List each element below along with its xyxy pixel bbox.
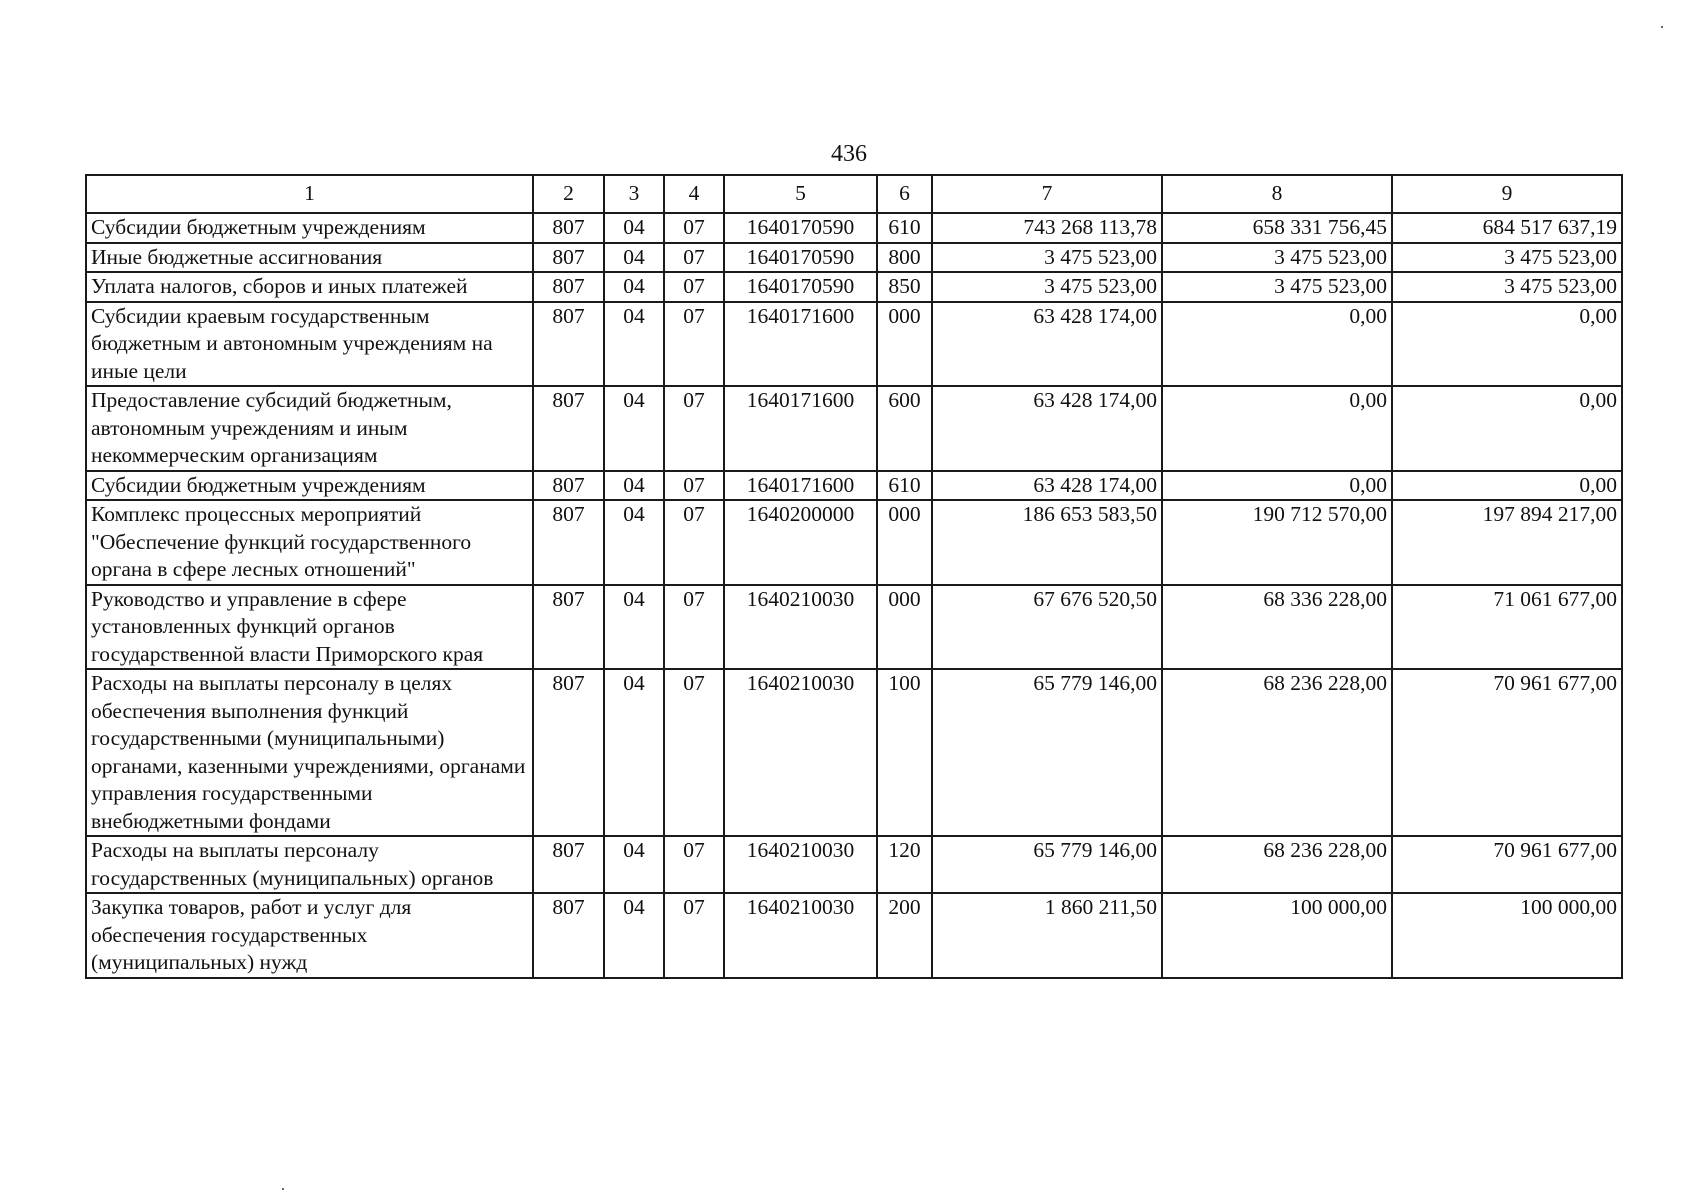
expense-type-cell: 000 (877, 302, 932, 387)
amount-col9-cell: 0,00 (1392, 471, 1622, 501)
amount-col7-cell: 65 779 146,00 (932, 669, 1162, 836)
ministry-code-cell: 807 (533, 585, 604, 670)
expense-name-cell: Субсидии краевым государственным бюджетным и автономным учреждениям на иные цели (86, 302, 533, 387)
scan-speck (282, 1188, 284, 1190)
expense-type-cell: 800 (877, 243, 932, 273)
scan-speck (1661, 26, 1663, 28)
section-code-cell: 04 (604, 669, 664, 836)
expense-type-cell: 600 (877, 386, 932, 471)
amount-col9-cell: 0,00 (1392, 386, 1622, 471)
amount-col9-cell: 71 061 677,00 (1392, 585, 1622, 670)
section-code-cell: 04 (604, 272, 664, 302)
ministry-code-cell: 807 (533, 669, 604, 836)
amount-col9-cell: 70 961 677,00 (1392, 836, 1622, 893)
amount-col9-cell: 0,00 (1392, 302, 1622, 387)
target-article-cell: 1640210030 (724, 669, 877, 836)
expense-name-cell: Расходы на выплаты персоналу в целях обеспечения выполнения функций государственными (муниципальными) органами, казенными учреждениями, органами управления государственными внебюджетными фондами (86, 669, 533, 836)
column-header: 5 (724, 175, 877, 213)
amount-col8-cell: 0,00 (1162, 471, 1392, 501)
amount-col8-cell: 100 000,00 (1162, 893, 1392, 978)
ministry-code-cell: 807 (533, 471, 604, 501)
expense-name-cell: Предоставление субсидий бюджетным, автономным учреждениям и иным некоммерческим организациям (86, 386, 533, 471)
column-header: 7 (932, 175, 1162, 213)
subsection-code-cell: 07 (664, 243, 724, 273)
expense-type-cell: 610 (877, 213, 932, 243)
target-article-cell: 1640171600 (724, 386, 877, 471)
amount-col7-cell: 743 268 113,78 (932, 213, 1162, 243)
subsection-code-cell: 07 (664, 471, 724, 501)
amount-col8-cell: 68 236 228,00 (1162, 669, 1392, 836)
column-header: 2 (533, 175, 604, 213)
amount-col7-cell: 63 428 174,00 (932, 302, 1162, 387)
amount-col9-cell: 70 961 677,00 (1392, 669, 1622, 836)
column-header: 6 (877, 175, 932, 213)
target-article-cell: 1640200000 (724, 500, 877, 585)
budget-table (85, 174, 1623, 979)
subsection-code-cell: 07 (664, 585, 724, 670)
ministry-code-cell: 807 (533, 893, 604, 978)
subsection-code-cell: 07 (664, 386, 724, 471)
section-code-cell: 04 (604, 213, 664, 243)
expense-name-cell: Субсидии бюджетным учреждениям (86, 213, 533, 243)
amount-col7-cell: 65 779 146,00 (932, 836, 1162, 893)
amount-col8-cell: 190 712 570,00 (1162, 500, 1392, 585)
amount-col9-cell: 3 475 523,00 (1392, 243, 1622, 273)
table-row (86, 836, 1622, 893)
section-code-cell: 04 (604, 500, 664, 585)
subsection-code-cell: 07 (664, 836, 724, 893)
amount-col7-cell: 67 676 520,50 (932, 585, 1162, 670)
section-code-cell: 04 (604, 302, 664, 387)
amount-col7-cell: 1 860 211,50 (932, 893, 1162, 978)
amount-col7-cell: 186 653 583,50 (932, 500, 1162, 585)
target-article-cell: 1640171600 (724, 302, 877, 387)
ministry-code-cell: 807 (533, 836, 604, 893)
subsection-code-cell: 07 (664, 893, 724, 978)
amount-col9-cell: 100 000,00 (1392, 893, 1622, 978)
column-header: 1 (86, 175, 533, 213)
ministry-code-cell: 807 (533, 500, 604, 585)
section-code-cell: 04 (604, 893, 664, 978)
subsection-code-cell: 07 (664, 213, 724, 243)
section-code-cell: 04 (604, 386, 664, 471)
table-row (86, 386, 1622, 471)
table-header-row (86, 175, 1622, 213)
expense-name-cell: Закупка товаров, работ и услуг для обеспечения государственных (муниципальных) нужд (86, 893, 533, 978)
amount-col7-cell: 63 428 174,00 (932, 386, 1162, 471)
amount-col7-cell: 3 475 523,00 (932, 243, 1162, 273)
table-row (86, 500, 1622, 585)
section-code-cell: 04 (604, 243, 664, 273)
amount-col8-cell: 658 331 756,45 (1162, 213, 1392, 243)
table-row (86, 243, 1622, 273)
column-header: 8 (1162, 175, 1392, 213)
ministry-code-cell: 807 (533, 272, 604, 302)
expense-name-cell: Уплата налогов, сборов и иных платежей (86, 272, 533, 302)
amount-col9-cell: 684 517 637,19 (1392, 213, 1622, 243)
target-article-cell: 1640170590 (724, 213, 877, 243)
expense-name-cell: Субсидии бюджетным учреждениям (86, 471, 533, 501)
target-article-cell: 1640210030 (724, 893, 877, 978)
expense-type-cell: 850 (877, 272, 932, 302)
amount-col8-cell: 0,00 (1162, 302, 1392, 387)
column-header: 4 (664, 175, 724, 213)
amount-col8-cell: 3 475 523,00 (1162, 272, 1392, 302)
expense-name-cell: Расходы на выплаты персоналу государственных (муниципальных) органов (86, 836, 533, 893)
expense-name-cell: Иные бюджетные ассигнования (86, 243, 533, 273)
table-row (86, 893, 1622, 978)
section-code-cell: 04 (604, 471, 664, 501)
expense-name-cell: Руководство и управление в сфере установленных функций органов государственной власти Приморского края (86, 585, 533, 670)
subsection-code-cell: 07 (664, 500, 724, 585)
column-header: 3 (604, 175, 664, 213)
section-code-cell: 04 (604, 836, 664, 893)
subsection-code-cell: 07 (664, 272, 724, 302)
amount-col7-cell: 63 428 174,00 (932, 471, 1162, 501)
amount-col9-cell: 3 475 523,00 (1392, 272, 1622, 302)
table-row (86, 213, 1622, 243)
expense-type-cell: 610 (877, 471, 932, 501)
amount-col8-cell: 3 475 523,00 (1162, 243, 1392, 273)
column-header: 9 (1392, 175, 1622, 213)
target-article-cell: 1640210030 (724, 836, 877, 893)
amount-col8-cell: 68 336 228,00 (1162, 585, 1392, 670)
expense-type-cell: 000 (877, 500, 932, 585)
section-code-cell: 04 (604, 585, 664, 670)
amount-col7-cell: 3 475 523,00 (932, 272, 1162, 302)
ministry-code-cell: 807 (533, 386, 604, 471)
subsection-code-cell: 07 (664, 669, 724, 836)
table-row (86, 585, 1622, 670)
amount-col9-cell: 197 894 217,00 (1392, 500, 1622, 585)
page-number: 436 (831, 141, 867, 167)
target-article-cell: 1640210030 (724, 585, 877, 670)
expense-name-cell: Комплекс процессных мероприятий "Обеспечение функций государственного органа в сфере лесных отношений" (86, 500, 533, 585)
ministry-code-cell: 807 (533, 243, 604, 273)
table-row (86, 669, 1622, 836)
expense-type-cell: 120 (877, 836, 932, 893)
expense-type-cell: 200 (877, 893, 932, 978)
expense-type-cell: 100 (877, 669, 932, 836)
expense-type-cell: 000 (877, 585, 932, 670)
table-row (86, 302, 1622, 387)
target-article-cell: 1640171600 (724, 471, 877, 501)
subsection-code-cell: 07 (664, 302, 724, 387)
table-row (86, 471, 1622, 501)
target-article-cell: 1640170590 (724, 243, 877, 273)
amount-col8-cell: 0,00 (1162, 386, 1392, 471)
amount-col8-cell: 68 236 228,00 (1162, 836, 1392, 893)
target-article-cell: 1640170590 (724, 272, 877, 302)
ministry-code-cell: 807 (533, 302, 604, 387)
table-row (86, 272, 1622, 302)
ministry-code-cell: 807 (533, 213, 604, 243)
